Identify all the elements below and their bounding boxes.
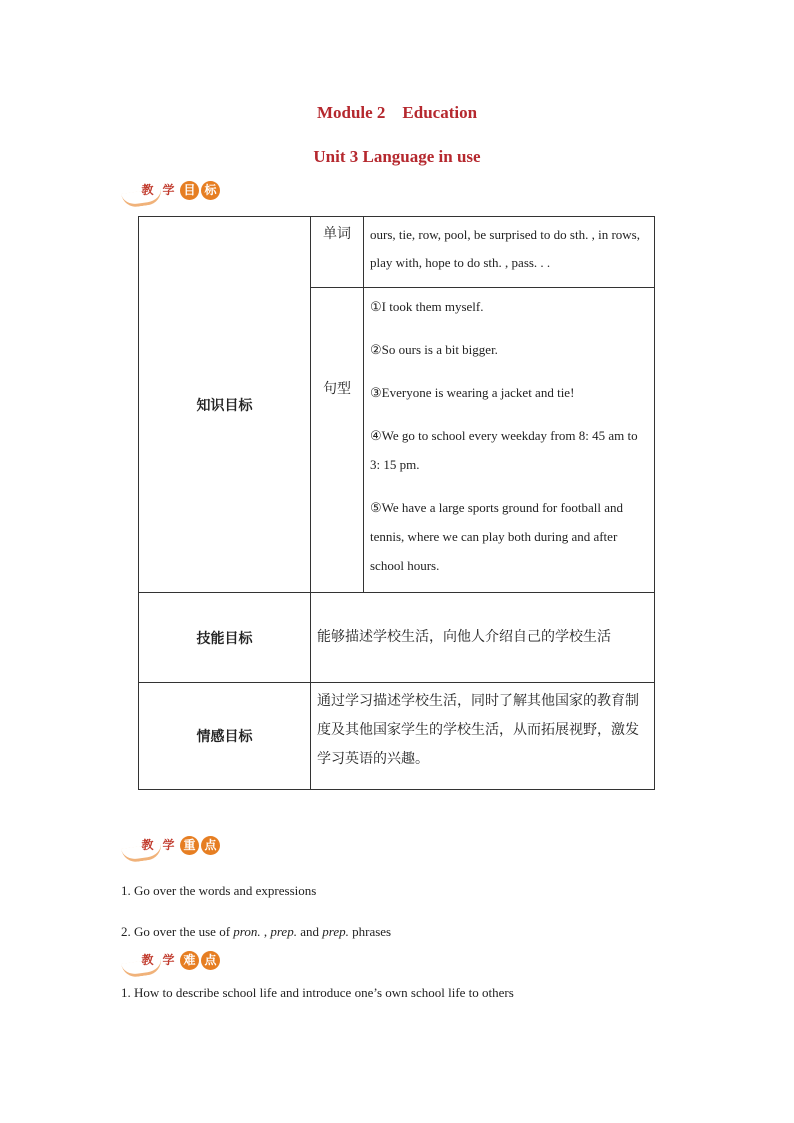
sentences-label: 句型 xyxy=(311,288,364,593)
key-points-badge xyxy=(122,836,232,858)
badge-char: 目 xyxy=(180,181,199,200)
knowledge-goal-label: 知识目标 xyxy=(139,217,311,593)
text-segment: prep. xyxy=(322,924,349,939)
text-segment: and xyxy=(296,924,323,939)
objectives-table xyxy=(138,216,655,790)
module-title: Module 2 Education xyxy=(316,103,478,122)
difficulties-badge xyxy=(122,951,232,973)
badge-char: 重 xyxy=(180,836,199,855)
words-content: ours, tie, row, pool, be surprised to do sth. , in rows, play with, hope to do sth. , pass. . . xyxy=(364,217,655,288)
badge-char: 教 xyxy=(141,183,154,197)
sentence-item: ①I took them myself. xyxy=(370,299,484,314)
text-segment: 2. Go over the use of xyxy=(121,924,234,939)
text-segment: , xyxy=(260,924,271,939)
key-point-item: 1. Go over the words and expressions xyxy=(121,883,317,898)
teaching-goals-badge xyxy=(122,181,232,203)
sentence-item: ②So ours is a bit bigger. xyxy=(370,342,498,357)
badge-char: 难 xyxy=(180,951,199,970)
text-segment: phrases xyxy=(348,924,392,939)
words-label: 单词 xyxy=(311,217,364,288)
difficulty-item: 1. How to describe school life and introduce one’s own school life to others xyxy=(121,985,514,1000)
emotion-goal-label: 情感目标 xyxy=(139,683,311,790)
text-segment: prep. xyxy=(270,924,297,939)
sentences-content xyxy=(364,288,655,593)
badge-char: 学 xyxy=(162,183,175,197)
badge-char: 学 xyxy=(162,838,175,852)
badge-char: 点 xyxy=(201,951,220,970)
sentence-item: ⑤We have a large sports ground for football and tennis, where we can play both during and after school hours. xyxy=(370,500,623,573)
skill-goal-content: 能够描述学校生活，向他人介绍自己的学校生活 xyxy=(311,593,655,683)
emotion-goal-content: 通过学习描述学校生活，同时了解其他国家的教育制度及其他国家学生的学校生活，从而拓展视野，激发学习英语的兴趣。 xyxy=(311,683,655,790)
badge-char: 教 xyxy=(141,953,154,967)
badge-char: 学 xyxy=(162,953,175,967)
skill-goal-label: 技能目标 xyxy=(139,593,311,683)
unit-title: Unit 3 Language in use xyxy=(313,147,481,166)
badge-char: 标 xyxy=(201,181,220,200)
badge-char: 教 xyxy=(141,838,154,852)
sentence-item: ③Everyone is wearing a jacket and tie! xyxy=(370,385,575,400)
text-segment: pron. xyxy=(233,924,261,939)
badge-char: 点 xyxy=(201,836,220,855)
key-point-item xyxy=(121,924,391,940)
sentence-item: ④We go to school every weekday from 8: 45 am to 3: 15 pm. xyxy=(370,428,638,472)
